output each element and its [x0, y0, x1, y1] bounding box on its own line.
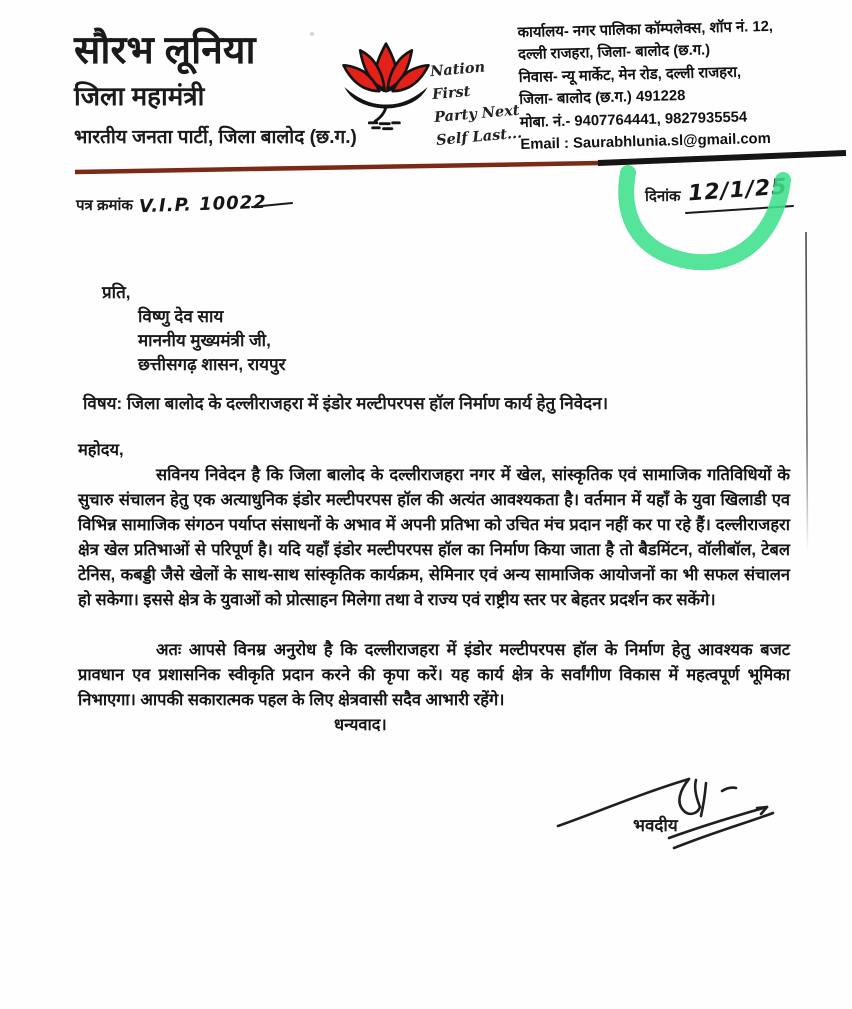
body-paragraph-2: अतः आपसे विनम्र अनुरोध है कि दल्लीराजहरा में इंडोर मल्टीपरपस हॉल के निर्माण हेतु आवश्यक बजट प्रावधान एव प्रशासनिक स्वीकृति प्रदान करने की कृपा करें। यह कार्य क्षेत्र के सर्वांगीण विकास में महत्वपूर्ण भूमिका निभाएगा। आपकी सकारात्मक पहल के लिए क्षेत्रवासी सदैव आभारी रहेंगे।: [78, 641, 790, 709]
sender-designation: जिला महामंत्री: [74, 81, 205, 111]
date-label: दिनांक: [645, 188, 681, 205]
header-rule-black: [598, 153, 846, 163]
letter-number-label: पत्र क्रमांक: [76, 197, 133, 214]
letter-body: [78, 438, 790, 738]
paper-edge-line: [806, 232, 808, 552]
recipient-block: [102, 281, 286, 377]
letterhead-left: [74, 28, 357, 149]
office-address-line: दल्ली राजहरा, जिला- बालोद (छ.ग.): [518, 42, 711, 64]
party-name: भारतीय जनता पार्टी, जिला बालोद (छ.ग.): [74, 127, 357, 148]
lotus-base-hatch: [369, 123, 399, 129]
recipient-designation: माननीय मुख्यमंत्री जी,: [138, 331, 271, 350]
subject-line: विषय: जिला बालोद के दल्लीराजहरा में इंडोर मल्टीपरपस हॉल निर्माण कार्य हेतु निवेदन।: [83, 394, 609, 413]
body-greeting: महोदय,: [78, 441, 124, 459]
motto-line: Nation First: [429, 58, 486, 104]
residence-address-line: निवास- न्यू मार्केट, मेन रोड, दल्ली राजहरा,: [518, 64, 742, 86]
party-motto: [429, 52, 532, 152]
email-address: Email : Saurabhlunia.sl@gmail.com: [520, 130, 771, 154]
motto-line: Party Next: [433, 101, 521, 127]
motto-line: Self Last...: [435, 124, 523, 149]
letterhead-address: [517, 14, 852, 157]
closing-word: भवदीय: [633, 816, 678, 835]
header-rule-maroon: [75, 163, 601, 172]
letter-number-row: [76, 191, 267, 218]
recipient-salutation: प्रति,: [102, 283, 131, 302]
residence-address-line: जिला- बालोद (छ.ग.) 491228: [519, 88, 686, 109]
bjp-lotus-icon: [336, 36, 436, 138]
thanks-line: धन्यवाद।: [334, 716, 387, 734]
letter-number-handwritten: V.I.P. 10022: [138, 191, 267, 218]
mobile-numbers: मोबा. नं.- 9407764441, 9827935554: [519, 109, 748, 131]
sender-name: सौरभ लूनिया: [74, 29, 256, 72]
recipient-name: विष्णु देव साय: [138, 307, 224, 326]
date-handwritten: 12/1/25: [687, 174, 789, 207]
date-underline: [686, 206, 793, 213]
body-paragraph-1: सविनय निवेदन है कि जिला बालोद के दल्लीराजहरा नगर में खेल, सांस्कृतिक एवं सामाजिक गतिविधियों के सुचारु संचालन हेतु एक अत्याधुनिक इंडोर मल्टीपरपस हॉल की अत्यंत आवश्यकता है। वर्तमान में यहाँ के युवा खिलाडी एव विभिन्न सामाजिक संगठन पर्याप्त संसाधनों के अभाव में अपनी प्रतिभा को उचित मंच प्रदान नहीं कर पा रहे हैं। दल्लीराजहरा क्षेत्र खेल प्रतिभाओं से परिपूर्ण है। यदि यहाँ इंडोर मल्टीपरपस हॉल का निर्माण किया जाता है तो बैडमिंटन, वॉलीबॉल, टेबल टेनिस, कबड्डी जैसे खेलों के साथ-साथ सांस्कृतिक कार्यक्रम, सेमिनार एवं अन्य सामाजिक आयोजनों का भी सफल संचालन हो सकेगा। इससे क्षेत्र के युवाओं को प्रोत्साहन मिलेगा तथा वे राज्य एवं राष्ट्रीय स्तर पर बेहतर प्रदर्शन कर सकेंगे।: [78, 466, 790, 609]
recipient-address: छत्तीसगढ़ शासन, रायपुर: [138, 355, 286, 374]
office-address-line: कार्यालय- नगर पालिका कॉम्पलेक्स, शॉप नं. 12,: [517, 18, 774, 42]
lotus-stem: [375, 107, 386, 121]
